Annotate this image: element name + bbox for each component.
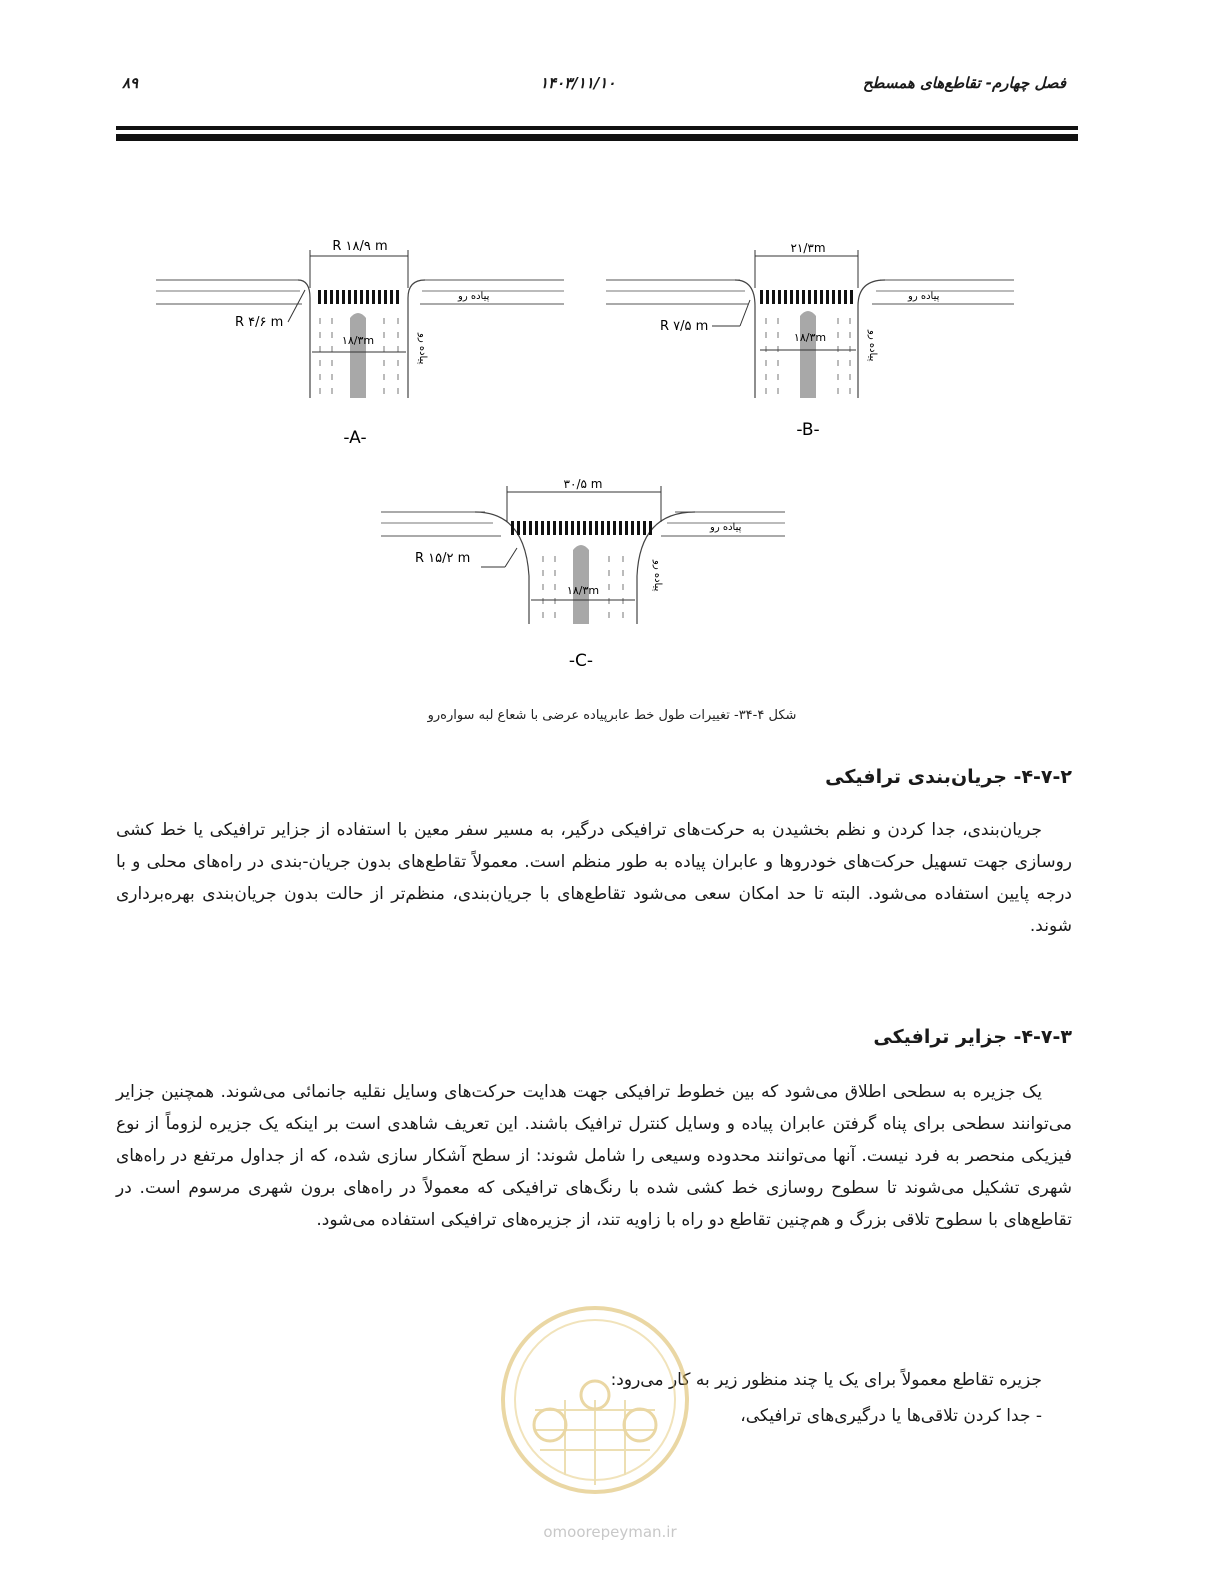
fig-c-sidewalk-v: پیاده رو [652,560,663,592]
fig-a-sidewalk-v: پیاده رو [417,333,428,365]
watermark-url: omoorepeyman.ir [543,1523,677,1541]
fig-a-sidewalk-h: پیاده رو [458,291,490,302]
fig-a-top-width: R ۱۸/۹ m [332,239,388,254]
header-rule-thin [116,126,1078,130]
fig-c-inner-width: ۱۸/۳m [566,584,600,597]
intersection-diagram-c [375,466,795,681]
paragraph-text: جریان‌بندی، جدا کردن و نظم بخشیدن به حرکت‌های ترافیکی درگیر، به مسیر سفر معین با استفاده از جزایر ترافیکی یا خط کشی روسازی جهت تسهیل حرکت‌های خودروها و عابران پیاده به طور منظم است. معمولاً تقاطع‌های بدون جریان-بندی در راه‌های محلی و با درجه پایین استفاده می‌شود. البته تا حد امکان سعی می‌شود تقاطع‌های با جریان‌بندی، منظم‌تر از حالت بدون جریان‌بندی بهره‌برداری شوند. [116,820,1072,936]
figure-caption: شکل ۴-۳۴- تغییرات طول خط عابرپیاده عرضی با شعاع لبه سواره‌رو [427,708,797,723]
list-intro: جزیره تقاطع معمولاً برای یک یا چند منظور زیر به کار می‌رود: [610,1370,1042,1390]
section-paragraph-channelization [116,814,1072,942]
page-number: ۸۹ [122,74,139,92]
fig-b-top-width: ۲۱/۳m [790,241,826,255]
fig-c-top-width: ۳۰/۵ m [563,477,603,491]
fig-b-inner-width: ۱۸/۳m [793,331,827,344]
fig-b-sidewalk-h: پیاده رو [908,291,940,302]
chapter-title: فصل چهارم- تقاطع‌های همسطح [862,74,1066,92]
fig-b-radius: R ۷/۵ m [660,319,709,334]
fig-b-label: -B- [796,420,820,440]
list-item: - جدا کردن تلاقی‌ها یا درگیری‌های ترافیکی، [740,1406,1042,1426]
paragraph-text: یک جزیره به سطحی اطلاق می‌شود که بین خطوط ترافیکی جهت هدایت حرکت‌های وسایل نقلیه جانمائی می‌شوند. همچنین جزایر می‌توانند سطحی برای پناه گرفتن عابران پیاده و وسایل کنترل ترافیک باشند. این تعریف شاهدی است بر اینکه یک جزیره لزوماً از نوع فیزیکی منحصر به فرد نیست. آنها می‌توانند محدوده وسیعی را شامل شوند: از سطح آشکار سازی شده، که از جداول مرتفع در راه‌های شهری تشکیل می‌شوند تا سطوح روسازی خط کشی شده با رنگ‌های ترافیکی که معمولاً در راه‌های برون شهری مرسوم است. در تقاطع‌های با سطوح تلاقی بزرگ و هم‌چنین تقاطع دو راه با زاویه تند، از جزیره‌های ترافیکی استفاده می‌شود. [116,1082,1072,1230]
fig-a-label: -A- [343,428,367,448]
fig-a-inner-width: ۱۸/۳m [341,334,375,347]
section-paragraph-traffic-islands [116,1076,1072,1236]
fig-b-sidewalk-v: پیاده رو [867,330,878,362]
fig-a-radius: R ۴/۶ m [235,315,284,330]
section-heading-traffic-islands: ۴-۷-۳- جزایر ترافیکی [873,1026,1072,1048]
intersection-diagram-a [150,228,570,458]
intersection-diagram-b [600,228,1020,458]
header-date: ۱۴۰۳/۱۱/۱۰ [540,74,616,92]
fig-c-label: -C- [568,651,594,671]
watermark-logo [495,1300,695,1500]
fig-c-sidewalk-h: پیاده رو [710,522,742,533]
header-rule-thick [116,134,1078,141]
fig-c-radius: R ۱۵/۲ m [415,551,471,566]
section-heading-channelization: ۴-۷-۲- جریان‌بندی ترافیکی [825,766,1072,788]
